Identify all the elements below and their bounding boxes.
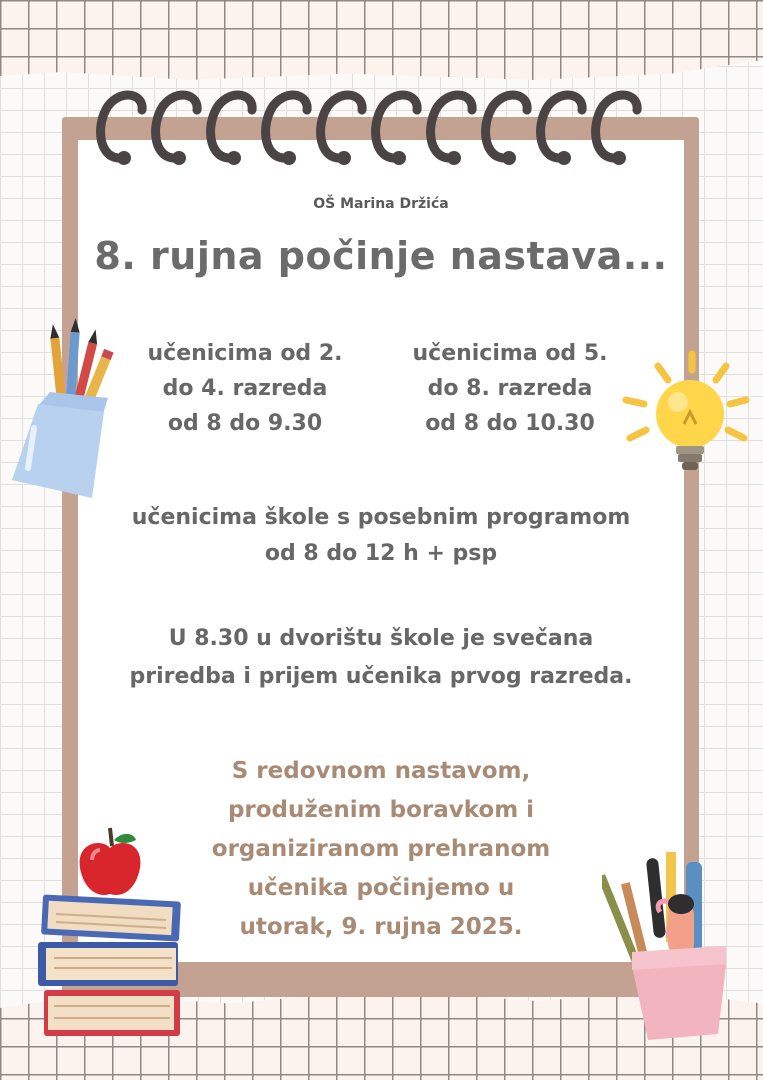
group-line: učenicima od 2. (147, 341, 343, 366)
group-time: od 8 do 9.30 (167, 411, 323, 436)
closing-line: organiziranom prehranom (211, 836, 551, 862)
spiral-rings-icon (88, 84, 668, 184)
special-time: od 8 do 12 h + psp (264, 541, 498, 566)
group-lower-grades (115, 336, 375, 441)
special-program-notice (78, 500, 684, 572)
page-title: 8. rujna počinje nastava... (94, 234, 668, 278)
group-line: do 4. razreda (162, 376, 328, 401)
pencil-jar-icon (8, 318, 128, 508)
closing-date: utorak, 9. rujna 2025. (239, 914, 523, 940)
books-apple-icon (36, 820, 186, 1045)
closing-line: produženim boravkom i (227, 797, 535, 823)
ceremony-line: priredba i prijem učenika prvog razreda. (129, 664, 633, 689)
light-bulb-icon (618, 350, 756, 480)
group-upper-grades (380, 336, 640, 441)
ceremony-line: U 8.30 u dvorištu škole je svečana (168, 626, 594, 651)
top-grid-strip (0, 0, 763, 80)
group-time: od 8 do 10.30 (425, 411, 595, 436)
group-line: do 8. razreda (427, 376, 593, 401)
school-name: OŠ Marina Držića (313, 196, 449, 212)
closing-line: učenika počinjemo u (247, 875, 515, 901)
special-line: učenicima škole s posebnim programom (131, 505, 631, 530)
closing-line: S redovnom nastavom, (231, 758, 531, 784)
pen-cup-icon (602, 848, 734, 1043)
ceremony-notice (78, 620, 684, 696)
group-line: učenicima od 5. (412, 341, 608, 366)
